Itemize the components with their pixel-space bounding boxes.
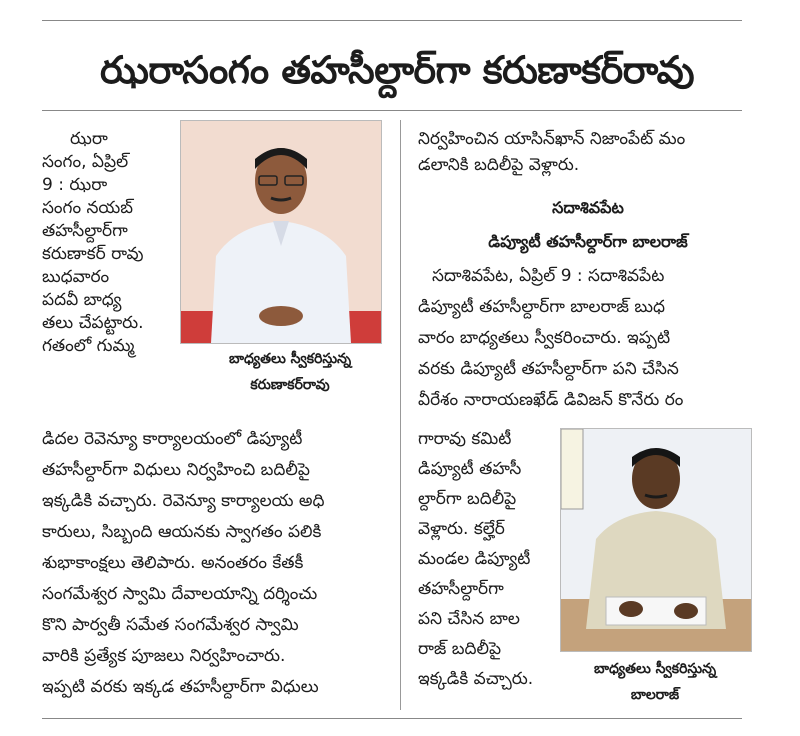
left-narrow-line: గతంలో గుమ్మ — [42, 336, 135, 356]
left-full-line: తహసీల్దార్‌గా విధులు నిర్వహించి బదిలీపై — [42, 460, 310, 480]
column-divider — [400, 120, 401, 710]
right-narrow-line: రాజ్ బదిలీపై — [418, 639, 502, 659]
right-top-line: డలానికి బదిలీపై వెళ్లారు. — [418, 155, 580, 175]
officer-photo-karunakar — [180, 120, 382, 344]
right-narrow-line: గారావు కమిటీ — [418, 429, 512, 449]
left-narrow-line: తహసీల్దార్‌గా — [42, 221, 128, 241]
right-narrow-line: వెళ్లారు. కల్హేర్ — [418, 519, 505, 539]
left-full-line: కారులు, సిబ్బంది ఆయనకు స్వాగతం పలికి — [42, 522, 322, 542]
left-full-line: డిదల రెవెన్యూ కార్యాలయంలో డిప్యూటీ — [42, 429, 303, 449]
left-narrow-line: బుధవారం — [42, 267, 110, 287]
left-narrow-line: సంగం, ఏప్రిల్ — [42, 152, 129, 172]
left-narrow-line: సంగం నయబ్ — [42, 198, 134, 218]
headline: ఝరాసంగం తహసీల్దార్‌గా కరుణాకర్‌రావు — [99, 48, 695, 92]
left-narrow-line: తలు చేపట్టారు. — [42, 313, 144, 333]
left-narrow-line: 9 : ఝరా — [42, 175, 108, 195]
photo2-caption-line: బాధ్యతలు స్వీకరిస్తున్న — [593, 661, 717, 677]
right-mid-line: వీరేశం నారాయణఖేడ్ డివిజన్ కొనేరు రం — [418, 390, 684, 410]
left-narrow-line: కరుణాకర్ రావు — [42, 244, 144, 264]
right-narrow-line: డిప్యూటీ తహసీ — [418, 459, 522, 479]
bottom-rule — [42, 718, 742, 719]
right-mid-line: సదాశివపేట, ఏప్రిల్ 9 : సదాశివపేట — [432, 266, 665, 286]
left-full-line: శుభాకాంక్షలు తెలిపారు. అనంతరం కేతకీ — [42, 553, 304, 573]
left-narrow-line: పదవీ బాధ్య — [42, 290, 122, 310]
right-narrow-line: మండల డిప్యూటీ — [418, 549, 531, 569]
right-narrow-line: ఇక్కడికి వచ్చారు. — [418, 669, 534, 689]
photo2-caption-line: బాలరాజ్ — [630, 687, 680, 703]
left-full-line: వారికి ప్రత్యేక పూజలు నిర్వహించారు. — [42, 646, 286, 666]
right-top-line: నిర్వహించిన యాసిన్‌ఖాన్ నిజాంపేట్ మం — [418, 129, 686, 149]
officer-photo-balaraj — [560, 428, 752, 652]
left-full-line: సంగమేశ్వర స్వామి దేవాలయాన్ని దర్శించు — [42, 584, 318, 604]
headline-rule — [42, 110, 742, 111]
left-full-line: కొని పార్వతీ సమేత సంగమేశ్వర స్వామి — [42, 615, 299, 635]
photo1-caption-line: కరుణాకర్‌రావు — [250, 377, 330, 393]
photo1-caption-line: బాధ్యతలు స్వీకరిస్తున్న — [228, 351, 352, 367]
sub-headline: డిప్యూటీ తహసీల్దార్‌గా బాలరాజ్ — [488, 232, 688, 251]
top-rule — [42, 20, 742, 21]
right-narrow-line: తహసీల్దార్‌గా — [418, 579, 504, 599]
right-narrow-line: ల్దార్‌గా బదిలీపై — [418, 489, 517, 509]
photo2-caption — [560, 656, 750, 708]
photo1-caption — [180, 346, 400, 398]
sub-place-heading: సదాశివపేట — [552, 198, 624, 217]
left-narrow-line: ఝరా — [70, 129, 108, 149]
right-mid-line: వరకు డిప్యూటీ తహసీల్దార్‌గా పని చేసిన — [418, 359, 679, 379]
left-full-line: ఇక్కడికి వచ్చారు. రెవెన్యూ కార్యాలయ అధి — [42, 491, 325, 511]
left-full-line: ఇప్పటి వరకు ఇక్కడ తహసీల్దార్‌గా విధులు — [42, 677, 319, 697]
right-mid-line: డిప్యూటీ తహసీల్దార్‌గా బాలరాజ్ బుధ — [418, 297, 665, 317]
right-mid-line: వారం బాధ్యతలు స్వీకరించారు. ఇప్పటి — [418, 328, 671, 348]
right-narrow-line: పని చేసిన బాల — [418, 609, 520, 629]
